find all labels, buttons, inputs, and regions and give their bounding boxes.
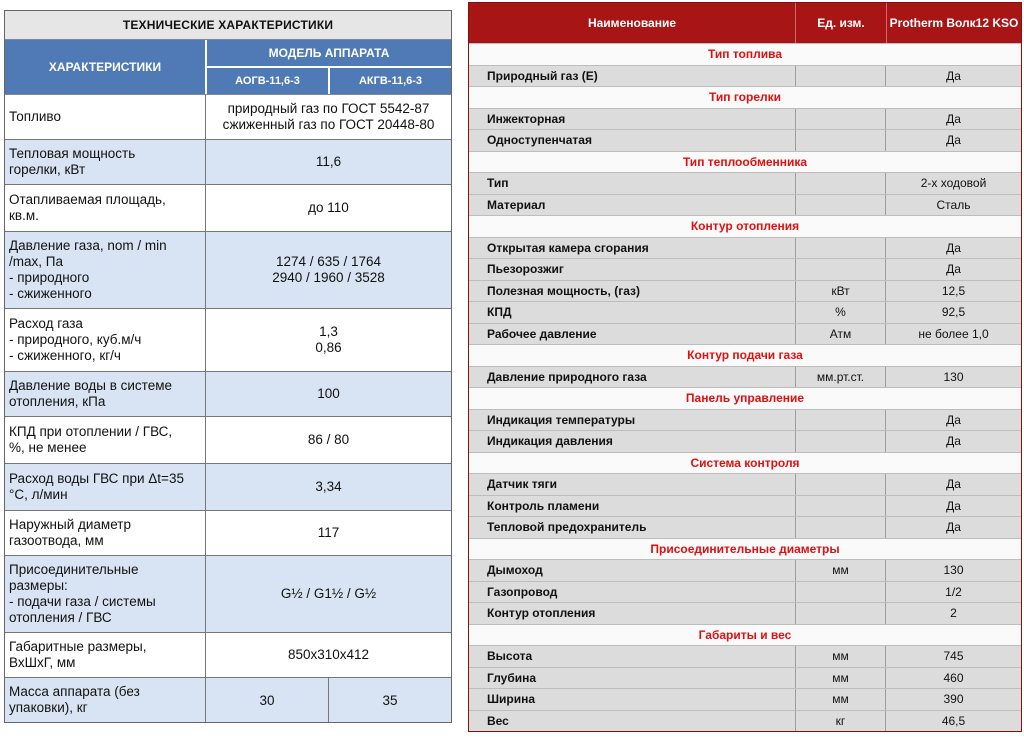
row-value: Да [946, 412, 961, 427]
row-value: Сталь [936, 197, 971, 212]
row-value-line: сжиженный газ по ГОСТ 20448-80 [222, 117, 435, 132]
row-value: 130 [943, 369, 964, 384]
row-value-line: 1,3 [319, 324, 338, 339]
table-header [5, 40, 451, 95]
row-value: 46,5 [941, 713, 966, 728]
table-row [469, 108, 1021, 130]
row-value [206, 464, 451, 510]
row-unit [796, 173, 886, 194]
row-label-line: отопления, кПа [9, 394, 106, 409]
header-model-line1: Protherm Волк [889, 15, 976, 30]
row-label-line: КПД при отоплении / ГВС, [9, 424, 173, 439]
row-label-line: Отапливаемая площадь, [9, 192, 166, 207]
table-row [5, 678, 451, 722]
table-body [5, 95, 451, 722]
table-row [469, 323, 1021, 345]
table-row [5, 464, 451, 511]
protherm-specs-table [468, 2, 1022, 732]
row-value: Да [946, 262, 961, 277]
row-name: Пьезорозжиг [469, 259, 796, 280]
header-name: Наименование [587, 16, 677, 30]
row-unit [796, 259, 886, 280]
row-value: 460 [943, 670, 964, 685]
row-name: Материал [469, 195, 796, 216]
row-value [206, 556, 451, 632]
table-row [5, 95, 451, 140]
row-name: Дымоход [469, 560, 796, 581]
row-label-line: Расход газа [9, 316, 83, 331]
header-models [207, 68, 451, 94]
row-name: Глубина [469, 668, 796, 689]
row-name: Датчик тяги [469, 474, 796, 495]
row-value: Да [946, 133, 961, 148]
table-row [469, 194, 1021, 216]
row-label-line: Тепловая мощность [9, 146, 136, 161]
table-row [5, 372, 451, 417]
row-name: Контур отопления [469, 603, 796, 624]
row-value-line: 0,86 [315, 340, 342, 355]
row-value: 92,5 [941, 305, 966, 320]
table-row [5, 417, 451, 464]
row-value-line: 11,6 [315, 154, 342, 169]
table-row [469, 473, 1021, 495]
row-label [5, 185, 206, 231]
header-model-aogv: АОГВ-11,6-3 [207, 68, 328, 94]
tech-specs-table [4, 10, 452, 723]
row-label [5, 232, 206, 308]
row-name: Индикация давления [469, 431, 796, 452]
table-title: ТЕХНИЧЕСКИЕ ХАРАКТЕРИСТИКИ [5, 11, 451, 40]
row-value: 745 [943, 649, 964, 664]
row-value: Да [946, 434, 961, 449]
row-value [206, 185, 451, 231]
section-title: Контур подачи газа [469, 344, 1021, 366]
header-model-line2: 12 KSO [975, 15, 1019, 30]
row-label-line: газоотвода, мм [9, 533, 104, 548]
row-unit [796, 517, 886, 538]
row-value [206, 417, 451, 463]
header-characteristics: ХАРАКТЕРИСТИКИ [5, 40, 207, 94]
table-row [469, 237, 1021, 259]
header-unit: Ед. изм. [795, 3, 886, 43]
row-name: Газопровод [469, 582, 796, 603]
row-label-line: размеры: [9, 578, 68, 593]
table-row [469, 366, 1021, 388]
row-label-line: - природного [9, 270, 90, 285]
table-row [469, 65, 1021, 87]
row-value: 130 [943, 563, 964, 578]
table-row [469, 172, 1021, 194]
table-row [5, 556, 451, 633]
row-name: Тип [469, 173, 796, 194]
row-name: Давление природного газа [469, 367, 796, 388]
row-value: Да [946, 520, 961, 535]
row-label-line: °С, л/мин [9, 487, 68, 502]
row-value-line: природный газ по ГОСТ 5542-87 [227, 101, 430, 116]
table-row [469, 559, 1021, 581]
table-row [469, 280, 1021, 302]
row-label-line: - подачи газа / системы [9, 594, 156, 609]
table-row [469, 516, 1021, 538]
row-name: КПД [469, 302, 796, 323]
row-label [5, 372, 206, 416]
row-value-line: G½ / G1½ / G½ [280, 586, 377, 601]
section-title: Тип теплообменника [469, 151, 1021, 173]
row-value [206, 633, 451, 677]
row-label [5, 309, 206, 371]
row-label [5, 678, 206, 722]
row-value [206, 511, 451, 555]
header-model: МОДЕЛЬ АППАРАТА [207, 40, 451, 68]
row-unit [796, 109, 886, 130]
table-row [5, 140, 451, 185]
row-value: Да [946, 240, 961, 255]
row-value [206, 140, 451, 184]
section-title: Система контроля [469, 452, 1021, 474]
row-unit [796, 582, 886, 603]
row-value: Да [946, 68, 961, 83]
row-unit [796, 195, 886, 216]
row-name: Инжекторная [469, 109, 796, 130]
row-value: 2 [950, 606, 957, 621]
row-label [5, 556, 206, 632]
row-name: Ширина [469, 689, 796, 710]
row-label-line: %, не менее [9, 440, 87, 455]
row-label-line: - сжиженного [9, 286, 92, 301]
table-row [469, 495, 1021, 517]
table-row [469, 258, 1021, 280]
table-row [469, 581, 1021, 603]
section-title: Панель управление [469, 387, 1021, 409]
table-body [469, 43, 1021, 731]
row-name: Открытая камера сгорания [469, 238, 796, 259]
row-unit [796, 603, 886, 624]
header-model-akgv: АКГВ-11,6-3 [328, 68, 451, 94]
row-value: Да [946, 477, 961, 492]
section-title: Тип горелки [469, 86, 1021, 108]
row-label-line: ВхШхГ, мм [9, 655, 76, 670]
row-unit: Атм [796, 324, 886, 345]
table-row [469, 129, 1021, 151]
table-row [5, 633, 451, 678]
row-unit [796, 66, 886, 87]
row-label-line: Топливо [9, 109, 61, 124]
table-header [469, 3, 1021, 43]
table-row [469, 710, 1021, 732]
row-label [5, 464, 206, 510]
section-title: Контур отопления [469, 215, 1021, 237]
row-value: Да [946, 111, 961, 126]
row-name: Рабочее давление [469, 324, 796, 345]
row-value-line: 117 [317, 525, 340, 540]
row-unit [796, 431, 886, 452]
row-label-line: отопления / ГВС [9, 610, 112, 625]
table-row [5, 511, 451, 556]
row-value: не более 1,0 [918, 326, 989, 341]
row-label [5, 633, 206, 677]
table-row [469, 602, 1021, 624]
row-label-line: - природного, куб.м/ч [9, 332, 142, 347]
table-row [5, 309, 451, 372]
row-label-line: - сжиженного, кг/ч [9, 348, 121, 363]
section-title: Присоединительные диаметры [469, 538, 1021, 560]
header-model-group [207, 40, 451, 94]
table-row [469, 430, 1021, 452]
row-unit: кВт [796, 281, 886, 302]
row-label-line: упаковки), кг [9, 700, 88, 715]
row-label-line: Давление воды в системе [9, 378, 173, 393]
row-unit [796, 238, 886, 259]
row-label-line: /max, Па [9, 254, 63, 269]
row-unit: мм [796, 668, 886, 689]
row-label-line: Давление газа, nom / min [9, 238, 167, 253]
row-value: 1/2 [945, 584, 962, 599]
row-value-line: 850x310x412 [287, 647, 370, 662]
row-unit: мм [796, 560, 886, 581]
row-label-line: горелки, кВт [9, 162, 86, 177]
row-value: 390 [943, 692, 964, 707]
row-name: Вес [469, 711, 796, 732]
table-row [469, 645, 1021, 667]
row-name: Контроль пламени [469, 496, 796, 517]
row-unit: мм.рт.ст. [796, 367, 886, 388]
table-row [469, 667, 1021, 689]
row-label-line: Расход воды ГВС при Δt=35 [9, 471, 184, 486]
row-label-line: Наружный диаметр [9, 517, 131, 532]
row-value-line: 100 [317, 386, 340, 401]
table-row [469, 688, 1021, 710]
table-row [5, 185, 451, 232]
row-label-line: Габаритные размеры, [9, 639, 147, 654]
row-label-line: Присоединительные [9, 562, 139, 577]
row-label [5, 95, 206, 139]
section-title: Тип топлива [469, 43, 1021, 65]
row-values [206, 678, 451, 722]
row-name: Тепловой предохранитель [469, 517, 796, 538]
row-value: 35 [328, 678, 451, 722]
row-name: Высота [469, 646, 796, 667]
row-value: 2-х ходовой [920, 176, 987, 191]
row-value: 12,5 [941, 283, 966, 298]
row-label [5, 140, 206, 184]
row-value: Да [946, 498, 961, 513]
row-value-line: до 110 [308, 200, 349, 215]
row-value-line: 2940 / 1960 / 3528 [272, 270, 385, 285]
header-model [886, 3, 1021, 43]
row-unit [796, 130, 886, 151]
section-title: Габариты и вес [469, 624, 1021, 646]
row-value: 30 [259, 692, 275, 708]
table-row [469, 409, 1021, 431]
row-unit: % [796, 302, 886, 323]
row-value [206, 372, 451, 416]
row-unit [796, 474, 886, 495]
row-unit [796, 410, 886, 431]
row-label [5, 417, 206, 463]
row-name: Полезная мощность, (газ) [469, 281, 796, 302]
row-unit: кг [796, 711, 886, 732]
row-name: Одноступенчатая [469, 130, 796, 151]
table-row [469, 301, 1021, 323]
table-row [5, 232, 451, 309]
row-value-line: 1274 / 635 / 1764 [275, 254, 382, 269]
row-label-line: Масса аппарата (без [9, 684, 140, 699]
row-name: Природный газ (Е) [469, 66, 796, 87]
row-unit: мм [796, 646, 886, 667]
row-unit [796, 496, 886, 517]
row-value [206, 95, 451, 139]
row-name: Индикация температуры [469, 410, 796, 431]
row-unit: мм [796, 689, 886, 710]
row-value-line: 3,34 [315, 479, 342, 494]
row-label-line: кв.м. [9, 208, 39, 223]
row-value-line: 86 / 80 [307, 432, 350, 447]
row-label [5, 511, 206, 555]
row-value [206, 232, 451, 308]
row-value [206, 309, 451, 371]
